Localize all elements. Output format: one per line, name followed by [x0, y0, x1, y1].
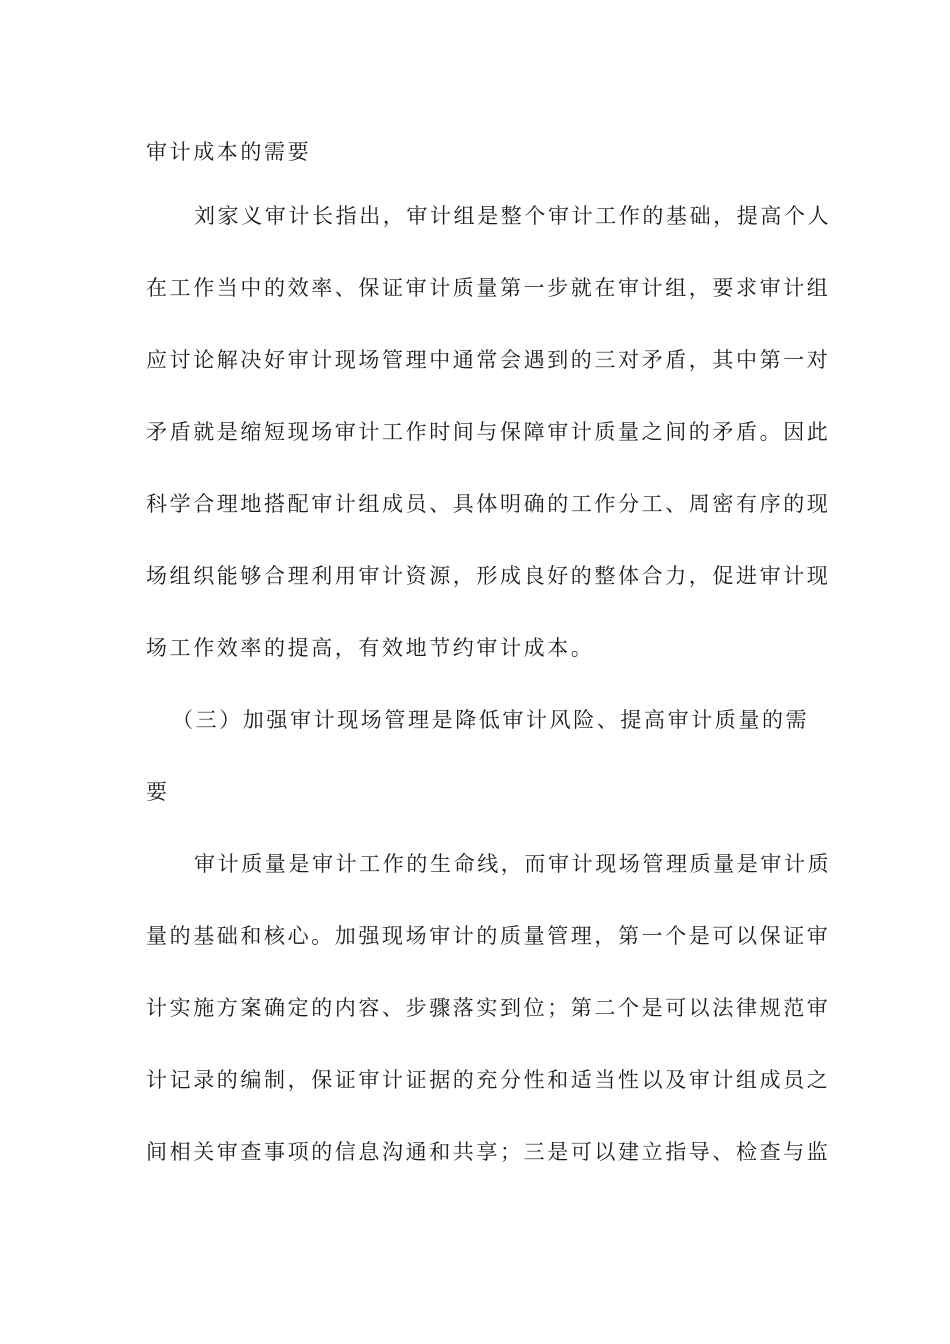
section-heading: （三）加强审计现场管理是降低审计风险、提高审计质量的需	[172, 708, 810, 732]
paragraph-line: 量的基础和核心。加强现场审计的质量管理，第一个是可以保证审	[146, 924, 831, 948]
paragraph-line: 间相关审查事项的信息沟通和共享；三是可以建立指导、检查与监	[146, 1140, 831, 1164]
paragraph-line: 审计成本的需要	[146, 140, 312, 164]
section-heading-continuation: 要	[146, 780, 170, 804]
paragraph-line: 计记录的编制，保证审计证据的充分性和适当性以及审计组成员之	[146, 1068, 831, 1092]
paragraph-line: 矛盾就是缩短现场审计工作时间与保障审计质量之间的矛盾。因此	[146, 420, 831, 444]
paragraph-line: 审计质量是审计工作的生命线，而审计现场管理质量是审计质	[194, 852, 832, 876]
paragraph-line: 刘家义审计长指出，审计组是整个审计工作的基础，提高个人	[194, 204, 832, 228]
paragraph-line: 科学合理地搭配审计组成员、具体明确的工作分工、周密有序的现	[146, 492, 831, 516]
paragraph-line: 在工作当中的效率、保证审计质量第一步就在审计组，要求审计组	[146, 276, 831, 300]
paragraph-line: 场组织能够合理利用审计资源，形成良好的整体合力，促进审计现	[146, 564, 831, 588]
paragraph-line: 计实施方案确定的内容、步骤落实到位；第二个是可以法律规范审	[146, 996, 831, 1020]
paragraph-line: 应讨论解决好审计现场管理中通常会遇到的三对矛盾，其中第一对	[146, 348, 831, 372]
paragraph-line: 场工作效率的提高，有效地节约审计成本。	[146, 636, 595, 660]
